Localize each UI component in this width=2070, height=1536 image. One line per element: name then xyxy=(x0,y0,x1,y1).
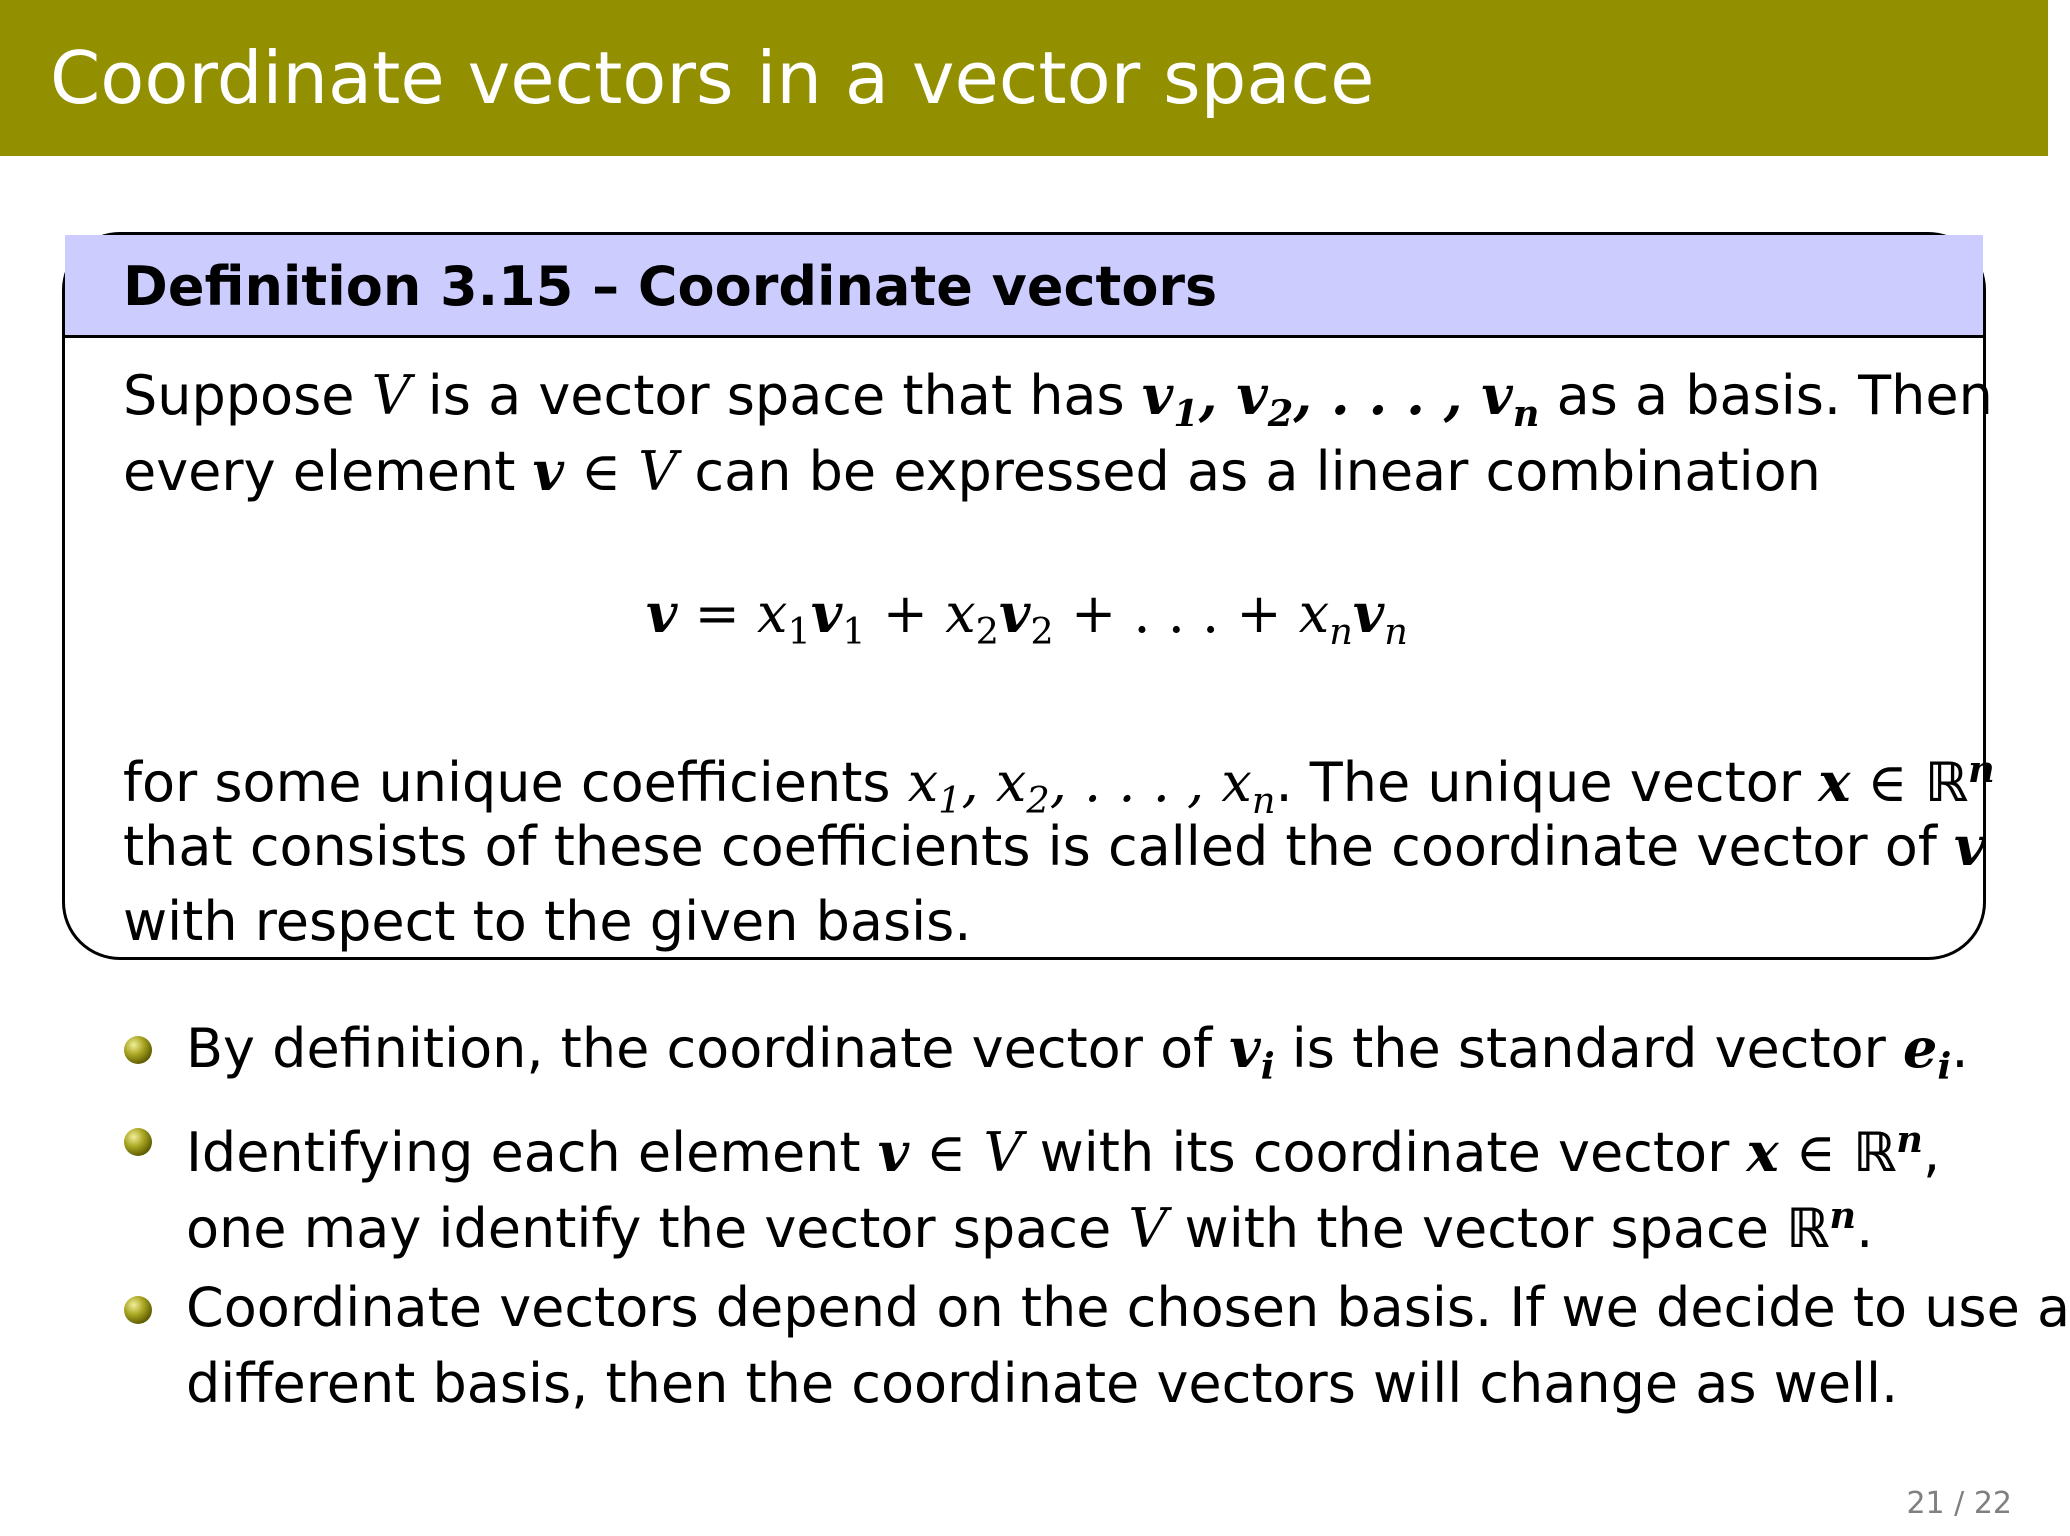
definition-line-2 xyxy=(123,433,1931,509)
slide-title: Coordinate vectors in a vector space xyxy=(50,36,1375,120)
definition-title: Definition 3.15 – Coordinate vectors xyxy=(123,255,1218,318)
math-Rn: ℝ$^n$ xyxy=(1852,1118,1923,1184)
text: with respect to the given basis. xyxy=(123,889,972,953)
text: every element xyxy=(123,440,533,503)
math-Rn: ℝ$^n$ xyxy=(1786,1194,1857,1260)
math-vi: $v_i$ xyxy=(1229,1016,1275,1088)
math-v: v xyxy=(877,1120,910,1184)
math-coefficients: $x_1$, $x_2$, . . . , $x_n$ xyxy=(907,750,1276,822)
definition-block xyxy=(62,232,1995,960)
text: , xyxy=(1922,1121,1941,1184)
math-V: V xyxy=(1128,1197,1168,1260)
text: Suppose xyxy=(123,364,372,427)
definition-body xyxy=(123,357,1995,960)
page-number: 21 / 22 xyxy=(1906,1486,2012,1521)
math-x: x xyxy=(1746,1120,1779,1184)
text: is a vector space that has xyxy=(410,364,1142,427)
definition-line-4 xyxy=(123,808,1986,884)
math-basis-list: $v_1$, $v_2$, . . . , $v_n$ xyxy=(1141,363,1540,435)
text: that consists of these coefficients is called the coordinate vector of xyxy=(123,814,1955,878)
text: as a basis. Then xyxy=(1539,364,1993,427)
definition-line-5 xyxy=(123,884,1931,960)
linear-combination-equation: $v = x_1v_1 + x_2v_2$ + . . . + $x_nv_n$ xyxy=(646,581,1408,653)
bullet-item-1 xyxy=(124,1010,1969,1088)
bullet-icon xyxy=(124,1128,152,1156)
text: with the vector space xyxy=(1167,1197,1787,1260)
text: is the standard vector xyxy=(1274,1017,1904,1080)
bullet-icon xyxy=(124,1296,152,1324)
text: . xyxy=(1856,1197,1874,1260)
bullet-item-2: Identifying each element v ∈ V with its coordinate vector x ∈ ℝ$^n$, one may identify the vector space V with the vector space ℝ$^n$. xyxy=(124,1102,1964,1254)
text: can be expressed as a linear combination xyxy=(677,440,1821,503)
bullet-list xyxy=(124,1010,2070,1438)
math-in: ∈ xyxy=(563,440,639,503)
text: with its coordinate vector xyxy=(1022,1121,1747,1184)
math-in: ∈ xyxy=(1850,750,1925,814)
text: for some unique coefficients xyxy=(123,750,908,814)
math-x: x xyxy=(1818,749,1851,814)
text: one may identify the vector space xyxy=(186,1197,1129,1260)
title-bar xyxy=(0,0,2048,156)
math-ei: $e_i$ xyxy=(1903,1016,1952,1088)
text: different basis, then the coordinate vectors will change as well. xyxy=(186,1352,1899,1415)
math-Rn: ℝ$^n$ xyxy=(1924,747,1995,814)
text: Identifying each element xyxy=(186,1121,878,1184)
bullet-item-3 xyxy=(124,1270,2070,1422)
math-V: V xyxy=(983,1121,1023,1184)
math-v: v xyxy=(1954,813,1986,878)
definition-header xyxy=(65,235,1983,338)
text: . xyxy=(1951,1017,1969,1080)
definition-line-3 xyxy=(123,732,1995,822)
definition-line-1 xyxy=(123,357,1993,435)
bullet-icon xyxy=(124,1036,152,1064)
text: By definition, the coordinate vector of xyxy=(186,1017,1230,1080)
text: Coordinate vectors depend on the chosen basis. If we decide to use a xyxy=(186,1276,2070,1339)
math-V: V xyxy=(638,440,678,503)
text: . The unique vector xyxy=(1275,750,1819,814)
math-V: V xyxy=(371,364,411,427)
math-v: v xyxy=(532,439,564,503)
